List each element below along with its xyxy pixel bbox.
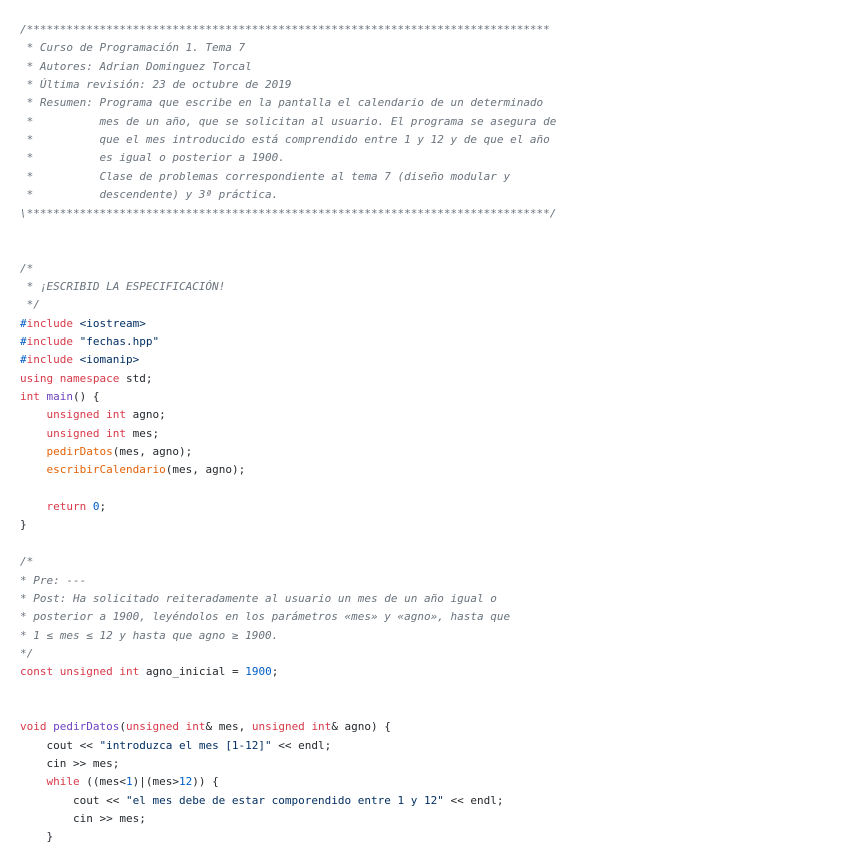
code-token xyxy=(73,353,80,366)
code-token: unsigned xyxy=(125,720,179,734)
code-line xyxy=(20,516,27,534)
code-token: 12 xyxy=(178,775,193,789)
code-line xyxy=(20,773,219,791)
code-token: int xyxy=(20,390,40,403)
code-token: * Clase de problemas correspondiente al tema 7 (diseño modular y xyxy=(20,169,511,183)
code-token: * Curso de Programación 1. Tema 7 xyxy=(20,41,246,55)
code-token: ; xyxy=(271,665,279,679)
code-line xyxy=(20,58,252,76)
code-line xyxy=(20,315,146,333)
code-line xyxy=(20,296,40,314)
code-line xyxy=(20,149,285,167)
code-line xyxy=(20,810,146,828)
code-line xyxy=(20,461,245,479)
code-line xyxy=(20,737,331,755)
code-line xyxy=(20,76,292,94)
code-token: * Resumen: Programa que escribe en la pantalla el calendario de un determinado xyxy=(20,96,544,110)
code-token xyxy=(86,500,93,513)
code-line xyxy=(20,627,278,645)
code-token: cin >> mes; xyxy=(20,812,146,826)
code-token xyxy=(53,372,60,385)
code-token: int xyxy=(311,720,332,734)
code-token: * Pre: --- xyxy=(20,573,87,587)
code-token: } xyxy=(20,830,54,844)
code-token: int xyxy=(119,665,140,679)
code-token: ((mes< xyxy=(79,775,126,789)
code-token xyxy=(53,665,60,678)
code-token: int xyxy=(106,426,126,440)
code-token: # xyxy=(20,334,27,348)
code-line xyxy=(20,553,33,571)
code-line xyxy=(20,260,33,278)
code-token: cout << xyxy=(20,793,126,807)
code-token: main xyxy=(46,390,73,403)
code-token: << endl; xyxy=(271,738,332,752)
code-token: << endl; xyxy=(443,793,504,807)
code-token: "fechas.hpp" xyxy=(79,334,160,348)
code-token: while xyxy=(46,775,80,789)
code-token: unsigned xyxy=(46,408,100,422)
code-token: cout << xyxy=(20,738,100,752)
code-line xyxy=(20,168,510,186)
code-token: # xyxy=(20,353,27,367)
code-token: * que el mes introducido está comprendido entre 1 y 12 y de que el año xyxy=(20,133,550,147)
code-token: unsigned xyxy=(59,665,113,679)
code-token: unsigned xyxy=(46,426,100,440)
code-line xyxy=(20,205,556,223)
code-token: using xyxy=(20,371,54,385)
code-token: cin >> mes; xyxy=(20,757,120,770)
code-line xyxy=(20,755,119,773)
code-token: */ xyxy=(20,646,34,660)
code-token: "el mes debe de estar comporendido entre 1 y 12" xyxy=(125,793,444,807)
code-token: 1900 xyxy=(245,665,272,679)
code-token: * Autores: Adrian Dominguez Torcal xyxy=(20,59,252,73)
code-line xyxy=(20,645,33,663)
code-token: } xyxy=(20,518,27,532)
code-token: escribirCalendario xyxy=(46,463,166,477)
code-token xyxy=(20,445,47,458)
code-token: include xyxy=(26,334,73,348)
code-token: "introduzca el mes [1-12]" xyxy=(99,738,272,752)
code-line xyxy=(20,186,278,204)
code-line xyxy=(20,278,225,296)
code-token: # xyxy=(20,316,27,330)
code-token: /* xyxy=(20,261,34,275)
code-token: */ xyxy=(20,298,40,312)
code-token: include xyxy=(26,353,73,367)
code-token: ( xyxy=(119,720,126,734)
code-token: mes; xyxy=(125,426,160,440)
code-token: \*******************************************************************************/ xyxy=(20,206,557,220)
code-token: agno; xyxy=(125,408,166,422)
code-token: * Última revisión: 23 de octubre de 2019 xyxy=(20,78,292,92)
code-token: void xyxy=(20,720,47,734)
code-line xyxy=(20,406,166,424)
code-line xyxy=(20,131,550,149)
code-token: const xyxy=(20,665,54,679)
code-token xyxy=(20,408,47,421)
code-token: unsigned xyxy=(251,720,305,734)
code-token xyxy=(20,775,47,788)
code-line xyxy=(20,718,391,736)
code-token xyxy=(20,500,47,513)
code-token xyxy=(20,427,47,440)
code-line xyxy=(20,39,245,57)
code-token: & mes, xyxy=(205,720,252,734)
code-token xyxy=(73,317,80,330)
code-token: * descendente) y 3ª práctica. xyxy=(20,188,279,202)
code-line xyxy=(20,333,159,351)
code-line xyxy=(20,572,86,590)
code-token: 1 xyxy=(125,775,133,789)
code-token: & agno) { xyxy=(331,720,391,734)
code-line xyxy=(20,498,106,516)
code-line xyxy=(20,370,152,388)
code-line xyxy=(20,828,53,846)
code-line xyxy=(20,388,100,406)
code-token: )|(mes> xyxy=(132,775,179,789)
code-token xyxy=(40,390,47,403)
code-token: (mes, agno); xyxy=(165,463,246,477)
code-token xyxy=(73,335,80,348)
code-token: pedirDatos xyxy=(46,445,113,459)
code-token: namespace xyxy=(59,371,120,385)
code-token: * ¡ESCRIBID LA ESPECIFICACIÓN! xyxy=(20,279,226,293)
code-token: )) { xyxy=(192,775,219,789)
code-token: <iostream> xyxy=(79,316,146,330)
code-token: <iomanip> xyxy=(79,353,140,367)
code-line xyxy=(20,351,139,369)
code-token: agno_inicial = xyxy=(139,665,246,679)
code-token: std; xyxy=(119,371,153,385)
code-token: * es igual o posterior a 1900. xyxy=(20,151,285,165)
code-line xyxy=(20,113,556,131)
code-line xyxy=(20,425,159,443)
code-line xyxy=(20,21,550,39)
code-line xyxy=(20,590,497,608)
code-line xyxy=(20,443,192,461)
code-token: /******************************************************************************* xyxy=(20,23,550,36)
code-token: 0 xyxy=(92,500,100,514)
code-token: return xyxy=(46,500,87,514)
code-line xyxy=(20,94,543,112)
code-token: * 1 ≤ mes ≤ 12 y hasta que agno ≥ 1900. xyxy=(20,628,279,642)
code-token: ; xyxy=(99,500,107,514)
code-token: * Post: Ha solicitado reiteradamente al usuario un mes de un año igual o xyxy=(20,591,497,605)
code-token: int xyxy=(185,720,206,734)
code-line xyxy=(20,663,278,681)
code-token: /* xyxy=(20,555,34,569)
code-token: pedirDatos xyxy=(53,720,120,734)
code-token xyxy=(179,720,186,733)
code-token: () { xyxy=(73,390,100,403)
code-line xyxy=(20,792,503,810)
code-token: * mes de un año, que se solicitan al usuario. El programa se asegura de xyxy=(20,114,557,128)
code-token: * posterior a 1900, leyéndolos en los parámetros «mes» y «agno», hasta que xyxy=(20,610,511,624)
code-line xyxy=(20,608,510,626)
code-token: int xyxy=(106,408,126,422)
code-token: (mes, agno); xyxy=(112,445,193,459)
code-token: include xyxy=(26,316,73,330)
code-token xyxy=(20,463,47,476)
